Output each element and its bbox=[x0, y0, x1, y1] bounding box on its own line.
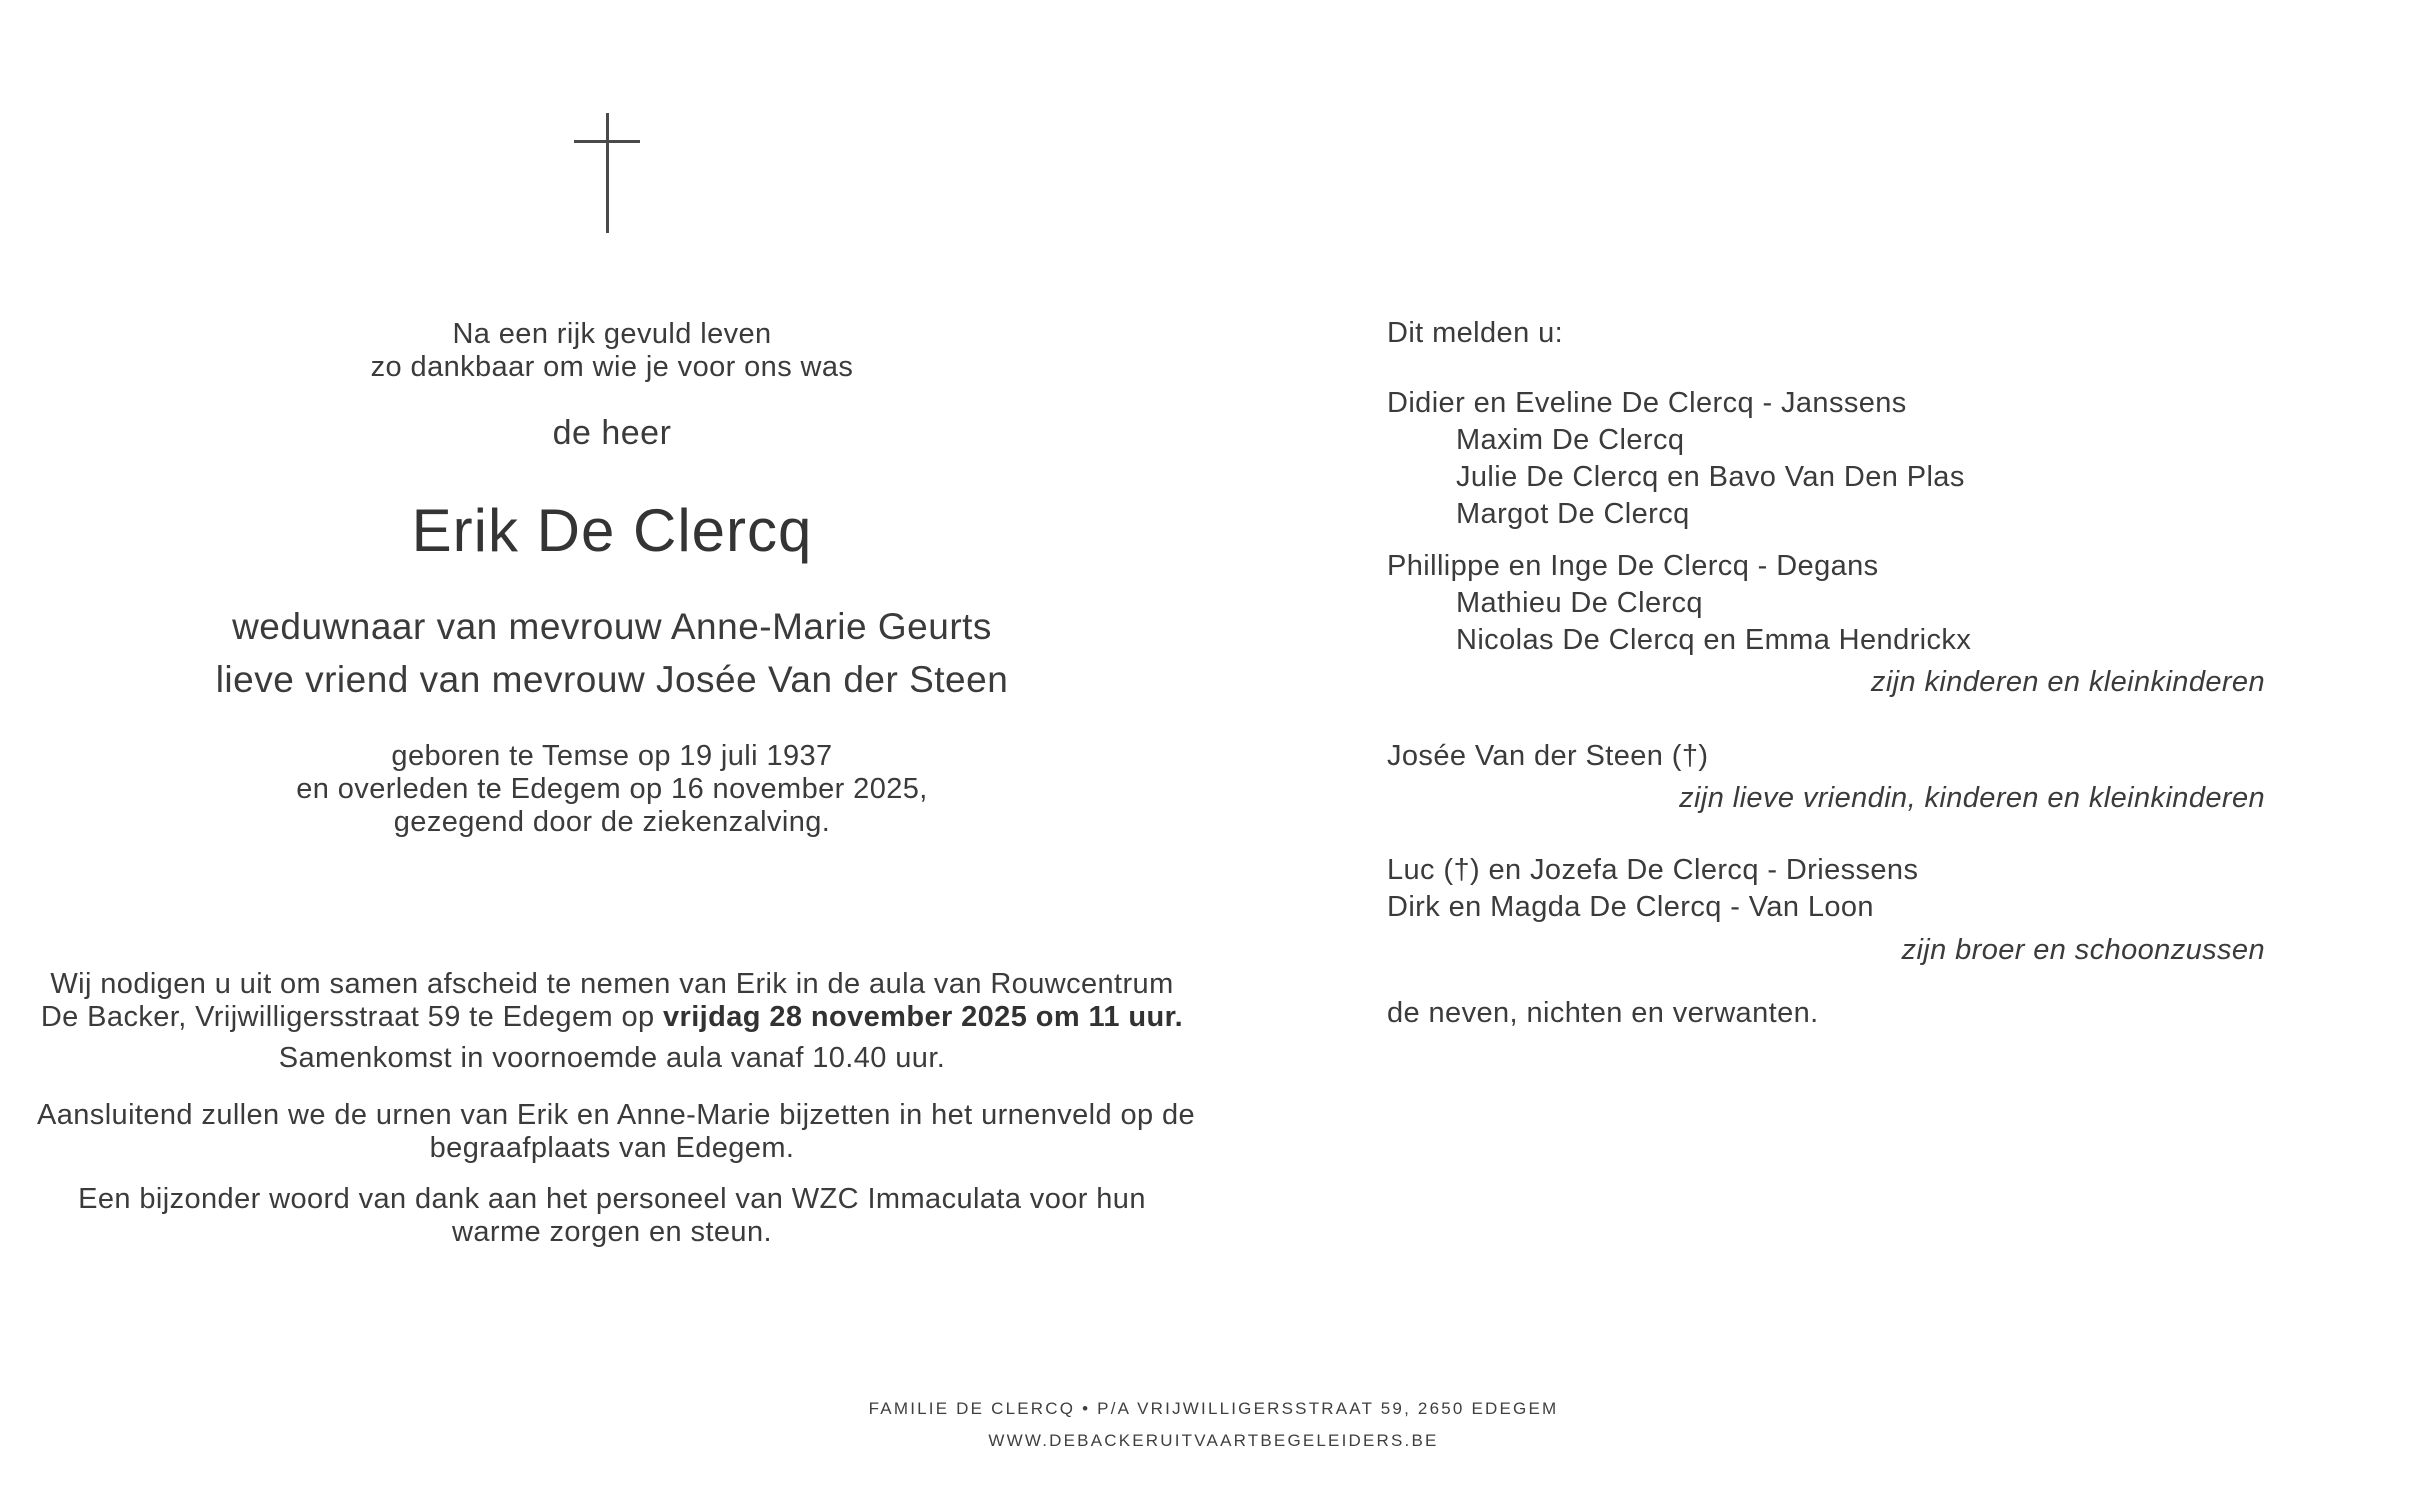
thanks-line: warme zorgen en steun. bbox=[452, 1216, 772, 1248]
footer-website-line: WWW.DEBACKERUITVAARTBEGELEIDERS.BE bbox=[988, 1431, 1439, 1450]
cross-icon-vertical-bar bbox=[606, 113, 609, 233]
family-child-line: Mathieu De Clercq bbox=[1456, 587, 1703, 619]
blessing-line: gezegend door de ziekenzalving. bbox=[393, 806, 831, 838]
announcement-right-column bbox=[1387, 315, 2265, 1032]
invitation-line: Wij nodigen u uit om samen afscheid te nemen van Erik in de aula van Rouwcentrum bbox=[50, 968, 1174, 1000]
thanks-block bbox=[37, 1183, 1187, 1249]
invitation-line-regular: De Backer, Vrijwilligersstraat 59 te Edegem op bbox=[40, 1001, 664, 1033]
deceased-name: Erik De Clercq bbox=[411, 497, 813, 564]
family-parents-line: Phillippe en Inge De Clercq - Degans bbox=[1387, 550, 1879, 582]
cross-icon-horizontal-bar bbox=[574, 140, 640, 143]
intro-verse bbox=[37, 318, 1187, 384]
siblings-group bbox=[1387, 852, 2265, 926]
ceremony-date-time: vrijdag 28 november 2025 om 11 uur. bbox=[663, 1001, 1184, 1033]
relation-note: zijn kinderen en kleinkinderen bbox=[1870, 666, 2265, 698]
death-line: en overleden te Edegem op 16 november 2025, bbox=[296, 773, 928, 805]
invitation-block bbox=[37, 968, 1187, 1034]
footer bbox=[0, 1393, 2427, 1457]
urn-block bbox=[37, 1099, 1196, 1165]
intro-verse-line: Na een rijk gevuld leven bbox=[452, 318, 772, 350]
family-group bbox=[1387, 385, 2265, 533]
birth-death-block bbox=[37, 740, 1187, 839]
relation-note: zijn broer en schoonzussen bbox=[1901, 934, 2265, 966]
family-child-line: Julie De Clercq en Bavo Van Den Plas bbox=[1456, 461, 1965, 493]
relation-line: lieve vriend van mevrouw Josée Van der Steen bbox=[215, 659, 1009, 700]
family-group bbox=[1387, 548, 2265, 659]
friend-line: Josée Van der Steen (†) bbox=[1387, 740, 1709, 772]
thanks-line: Een bijzonder woord van dank aan het personeel van WZC Immaculata voor hun bbox=[78, 1183, 1146, 1215]
gathering-line: Samenkomst in voornoemde aula vanaf 10.40 uur. bbox=[278, 1042, 946, 1074]
urn-line: Aansluitend zullen we de urnen van Erik en Anne-Marie bijzetten in het urnenveld op de bbox=[37, 1099, 1196, 1131]
invitation-line bbox=[37, 1001, 1187, 1034]
footer-address-line: FAMILIE DE CLERCQ • P/A VRIJWILLIGERSSTRAAT 59, 2650 EDEGEM bbox=[868, 1399, 1559, 1418]
salutation: de heer bbox=[552, 414, 672, 452]
family-child-line: Margot De Clercq bbox=[1456, 498, 1690, 530]
intro-verse-line: zo dankbaar om wie je voor ons was bbox=[370, 351, 854, 383]
birth-line: geboren te Temse op 19 juli 1937 bbox=[391, 740, 833, 772]
family-parents-line: Didier en Eveline De Clercq - Janssens bbox=[1387, 387, 1907, 419]
relation-line: weduwnaar van mevrouw Anne-Marie Geurts bbox=[232, 606, 992, 647]
sibling-line: Luc (†) en Jozefa De Clercq - Driessens bbox=[1387, 854, 1919, 886]
relation-note: zijn lieve vriendin, kinderen en kleinkinderen bbox=[1679, 782, 2265, 814]
urn-line: begraafplaats van Edegem. bbox=[429, 1132, 795, 1164]
family-child-line: Nicolas De Clercq en Emma Hendrickx bbox=[1456, 624, 1972, 656]
closing-line: de neven, nichten en verwanten. bbox=[1387, 997, 1819, 1029]
family-child-line: Maxim De Clercq bbox=[1456, 424, 1685, 456]
announcers-heading: Dit melden u: bbox=[1387, 317, 1564, 349]
announcement-left-column bbox=[37, 318, 1196, 1249]
sibling-line: Dirk en Magda De Clercq - Van Loon bbox=[1387, 891, 1874, 923]
